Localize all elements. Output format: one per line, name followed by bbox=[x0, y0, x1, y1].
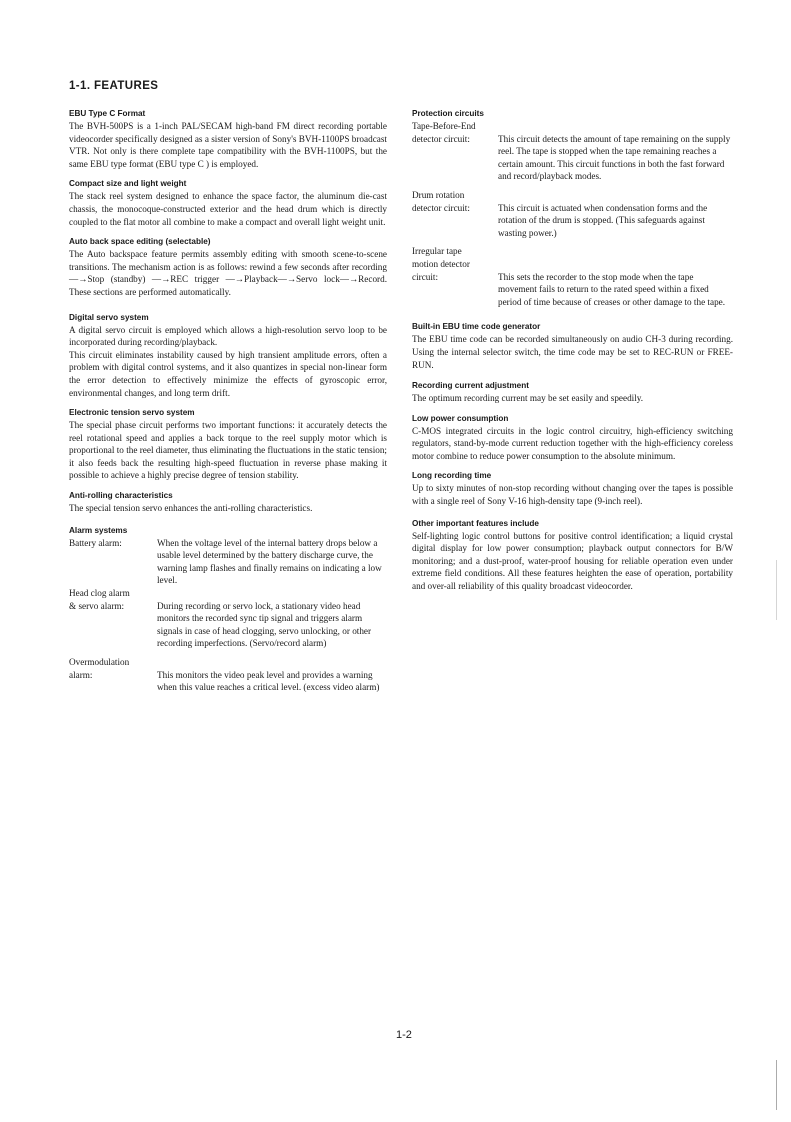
section-heading: Compact size and light weight bbox=[69, 179, 187, 189]
page-title: 1-1. FEATURES bbox=[69, 80, 159, 92]
tape-before-end-item bbox=[412, 120, 733, 183]
section-other-features bbox=[412, 518, 733, 593]
section-tension-servo bbox=[69, 407, 387, 482]
section-heading: EBU Type C Format bbox=[69, 109, 146, 118]
section-body: Up to sixty minutes of non-stop recording without changing over the tapes is possible with a single reel of Sony V-16 high-density tape (9-inch reel). bbox=[412, 483, 733, 507]
section-ebu-format bbox=[69, 108, 387, 170]
irregular-tape-item bbox=[412, 245, 733, 308]
overmodulation-alarm-item bbox=[69, 656, 387, 694]
section-heading: Low power consumption bbox=[412, 413, 509, 423]
section-heading: Digital servo system bbox=[69, 312, 149, 322]
section-heading: Protection circuits bbox=[412, 109, 484, 118]
section-body: The stack reel system designed to enhance the space factor, the aluminum die-cast chassis, the monocoque-constructed exterior and the head drum which is directly coupled to the flat motor all combine to make a compact and overall light weight unit. bbox=[69, 191, 387, 227]
definition-term: Irregular tape bbox=[412, 246, 462, 257]
section-body: This circuit eliminates instability caused by high transient amplitude errors, often a problem with digital control systems, and it also quantizes in special non-linear form the error detection to effectively minimize the effects of gyroscopic error, environmental changes, and long term drift. bbox=[69, 349, 387, 398]
section-heading: Auto back space editing (selectable) bbox=[69, 237, 211, 247]
definition-text: This monitors the video peak level and provides a warning when this value reaches a critical level. (excess video alarm) bbox=[157, 669, 380, 693]
section-heading: Anti-rolling characteristics bbox=[69, 491, 173, 501]
definition-term: Tape-Before-End bbox=[412, 121, 476, 131]
section-long-recording bbox=[412, 470, 733, 507]
right-column bbox=[412, 108, 733, 593]
section-heading: Alarm systems bbox=[69, 525, 128, 535]
left-column bbox=[69, 108, 387, 694]
section-body: The Auto backspace feature permits assembly editing with smooth scene-to-scene transitions. The mechanism action is as follows: rewind a few seconds after recording —→Stop (standby) —→REC trigger —→Playback—→Servo lock—→Record. These sections are performed automatically. bbox=[69, 249, 387, 297]
definition-text: This circuit detects the amount of tape remaining on the supply reel. The tape is stopped when the tape remaining reaches a certain amount. This circuit functions in both the fast forward and record/playback modes. bbox=[498, 133, 731, 182]
section-time-code bbox=[412, 321, 733, 371]
section-alarm-systems bbox=[69, 525, 387, 694]
battery-alarm-item bbox=[69, 537, 387, 587]
head-clog-alarm-item bbox=[69, 587, 387, 650]
definition-text: When the voltage level of the internal battery drops below a usable level determined by the battery discharge curve, the warning lamp flashes and finally remains on indicating a low level. bbox=[157, 537, 382, 586]
section-heading: Other important features include bbox=[412, 518, 539, 528]
section-heading: Long recording time bbox=[412, 471, 492, 481]
section-body: The EBU time code can be recorded simultaneously on audio CH-3 during recording. Using the internal selector switch, the time code may be set to REC-RUN or FREE-RUN. bbox=[412, 334, 733, 370]
scan-edge-mark bbox=[776, 1060, 777, 1110]
section-body: C-MOS integrated circuits in the logic control circuitry, high-efficiency switching regulators, stand-by-mode current reduction together with the high-efficiency coreless motor combine to reduce power consumption to the absolute minimum. bbox=[412, 425, 733, 461]
definition-term: Head clog alarm bbox=[69, 588, 130, 599]
section-body: Self-lighting logic control buttons for positive control identification; a liquid crystal digital display for low power consumption; playback output connectors for B/W monitoring; and a dust-proof, water-proof housing for reliable operation even under extreme field conditions. All these features heighten the ease of operation, portability and over-all reliability of this quality broadcast videocorder. bbox=[412, 530, 733, 592]
section-compact-size bbox=[69, 178, 387, 228]
definition-term: Overmodulation bbox=[69, 657, 130, 667]
section-heading: Recording current adjustment bbox=[412, 381, 529, 391]
section-body: The special phase circuit performs two important functions: it accurately detects the reel rotational speed and applies a back torque to the reel supply motor which is proportional to the reel diameter, thus eliminating the fluctuations in the static tension; it also feeds back the resulting high-speed fluctuation in reverse phase making it possible to achieve a highly precise degree of tension stability. bbox=[69, 420, 387, 481]
definition-term: & servo alarm: bbox=[69, 600, 125, 611]
definition-term: Battery alarm: bbox=[69, 537, 122, 548]
section-body: The BVH-500PS is a 1-inch PAL/SECAM high-band FM direct recording portable videocorder specifically designed as a sister version of Sony's BVH-1100PS broadcast VTR. Not only is there complete tape compatibility with the BVH-1100PS, but the same EBU type format (EBU type C ) is employed. bbox=[69, 121, 387, 169]
section-heading: Built-in EBU time code generator bbox=[412, 322, 541, 332]
section-body: The special tension servo enhances the anti-rolling characteristics. bbox=[69, 503, 313, 514]
section-protection-circuits bbox=[412, 108, 733, 308]
definition-term: detector circuit: bbox=[412, 202, 470, 213]
definition-text: This sets the recorder to the stop mode when the tape movement fails to return to the rated speed within a fixed period of time because of creases or other damage to the tape. bbox=[498, 271, 726, 307]
page-number: 1-2 bbox=[396, 1029, 412, 1041]
definition-term: detector circuit: bbox=[412, 133, 470, 144]
definition-term: motion detector bbox=[412, 258, 470, 269]
section-digital-servo bbox=[69, 312, 387, 400]
scan-edge-mark bbox=[776, 560, 777, 620]
section-heading: Electronic tension servo system bbox=[69, 408, 195, 418]
definition-term: circuit: bbox=[412, 271, 439, 282]
section-recording-current bbox=[412, 380, 733, 405]
definition-text: This circuit is actuated when condensation forms and the rotation of the drum is stopped. (This safeguards against wasting power.) bbox=[498, 202, 708, 238]
definition-term: alarm: bbox=[69, 669, 93, 680]
section-body: A digital servo circuit is employed which allows a high-resolution servo loop to be incorporated during recording/playback. bbox=[69, 324, 387, 348]
section-auto-backspace bbox=[69, 236, 387, 298]
section-body: The optimum recording current may be set easily and speedily. bbox=[412, 393, 644, 404]
drum-rotation-item bbox=[412, 189, 733, 239]
section-low-power bbox=[412, 413, 733, 463]
definition-term: Drum rotation bbox=[412, 189, 465, 200]
section-anti-rolling bbox=[69, 490, 387, 515]
definition-text: During recording or servo lock, a stationary video head monitors the recorded sync tip signal and triggers alarm signals in case of head clogging, servo unlocking, or other recording imperfections. (Servo/record alarm) bbox=[157, 600, 372, 649]
